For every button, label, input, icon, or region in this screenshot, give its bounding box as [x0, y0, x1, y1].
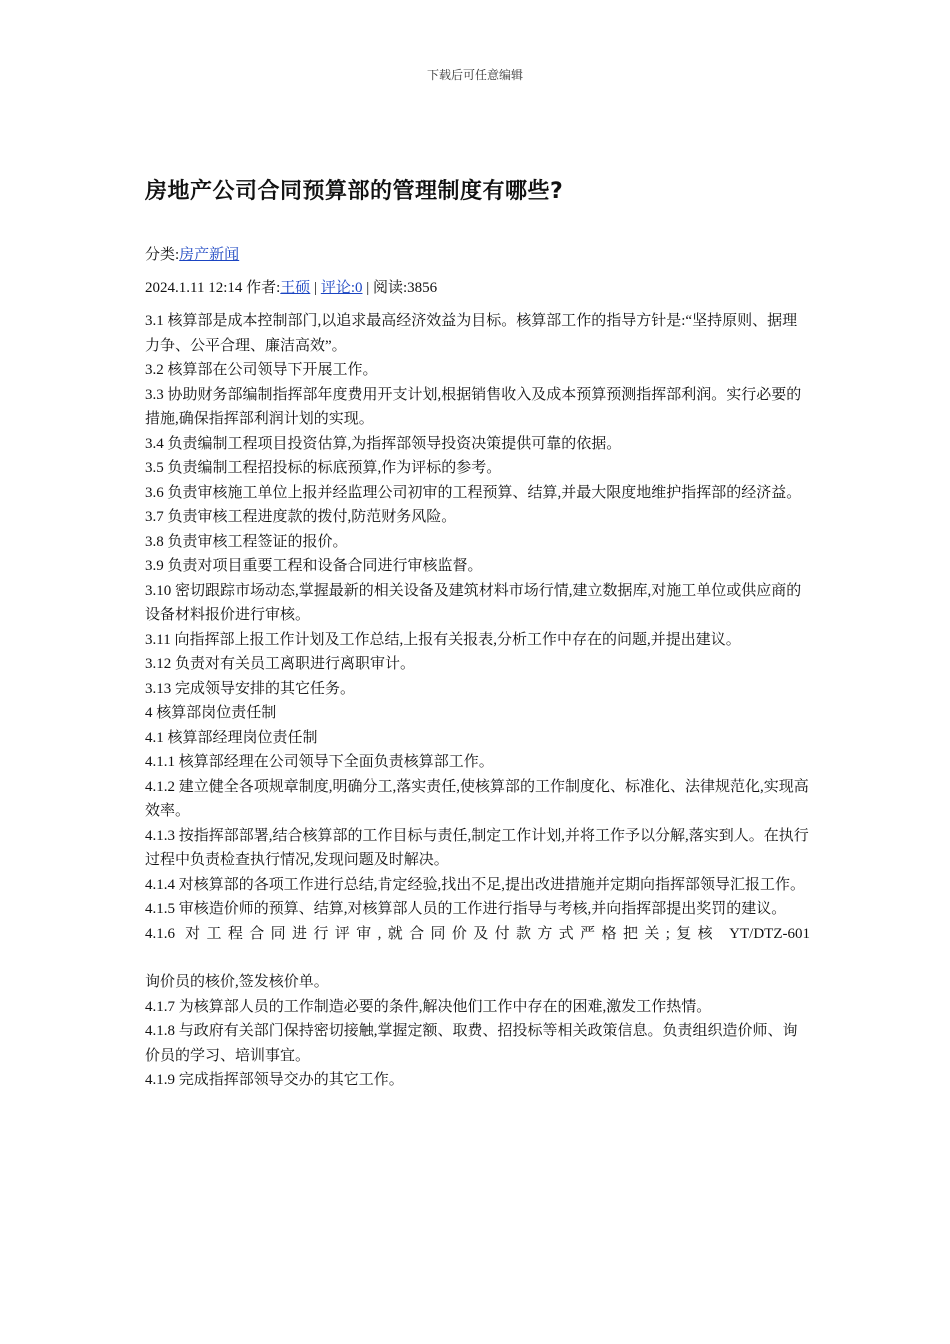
- paragraph: 3.10 密切跟踪市场动态,掌握最新的相关设备及建筑材料市场行情,建立数据库,对施工单位或供应商的设备材料报价进行审核。: [145, 582, 802, 623]
- paragraph: 4.1.4 对核算部的各项工作进行总结,肯定经验,找出不足,提出改进措施并定期向指挥部领导汇报工作。: [145, 876, 806, 893]
- paragraph: 3.8 负责审核工程签证的报价。: [145, 533, 348, 550]
- paragraph: 3.9 负责对项目重要工程和设备合同进行审核监督。: [145, 558, 483, 574]
- justified-paragraph: 4.1.6 对工程合同进行评审,就合同价及付款方式严格把关;复核 YT/DTZ-601: [145, 925, 810, 942]
- publish-datetime: 2024.1.11 12:14: [145, 280, 243, 296]
- subsection-heading: 4.1 核算部经理岗位责任制: [145, 729, 318, 746]
- paragraph: 3.1 核算部是成本控制部门,以追求最高经济效益为目标。核算部工作的指导方针是:“坚持原则、据理力争、公平合理、廉洁高效”。: [145, 313, 798, 354]
- paragraph: 3.6 负责审核施工单位上报并经监理公司初审的工程预算、结算,并最大限度地维护指挥部的经济益。: [145, 484, 802, 501]
- paragraph: 3.7 负责审核工程进度款的拨付,防范财务风险。: [145, 509, 457, 525]
- paragraph: 4.1.8 与政府有关部门保持密切接触,掌握定额、取费、招投标等相关政策信息。负责组织造价师、询价员的学习、培训事宜。: [145, 1023, 798, 1064]
- category-link[interactable]: 房产新闻: [179, 247, 240, 263]
- author-label: 作者:: [246, 280, 281, 296]
- meta-separator: |: [314, 280, 318, 296]
- paragraph: 3.11 向指挥部上报工作计划及工作总结,上报有关报表,分析工作中存在的问题,并提出建议。: [145, 631, 741, 648]
- paragraph: 4.1.1 核算部经理在公司领导下全面负责核算部工作。: [145, 754, 494, 770]
- paragraph: 3.13 完成领导安排的其它任务。: [145, 680, 356, 697]
- paragraph: 4.1.2 建立健全各项规章制度,明确分工,落实责任,使核算部的工作制度化、标准化、法律规范化,实现高效率。: [145, 778, 809, 819]
- meta-separator: |: [366, 280, 370, 296]
- paragraph: 4.1.5 审核造价师的预算、结算,对核算部人员的工作进行指导与考核,并向指挥部提出奖罚的建议。: [145, 901, 787, 917]
- paragraph: 3.3 协助财务部编制指挥部年度费用开支计划,根据销售收入及成本预算预测指挥部利润。实行必要的措施,确保指挥部利润计划的实现。: [145, 386, 802, 427]
- paragraph: 3.5 负责编制工程招投标的标底预算,作为评标的参考。: [145, 460, 502, 476]
- paragraph: 询价员的核价,签发核价单。: [145, 974, 329, 990]
- comments-link[interactable]: 评论:0: [320, 280, 363, 296]
- paragraph: 4.1.7 为核算部人员的工作制造必要的条件,解决他们工作中存在的困难,激发工作热情。: [145, 998, 712, 1015]
- paragraph: 3.2 核算部在公司领导下开展工作。: [145, 362, 378, 378]
- page-title: 房地产公司合同预算部的管理制度有哪些?: [145, 179, 564, 204]
- paragraph: 4.1.3 按指挥部部署,结合核算部的工作目标与责任,制定工作计划,并将工作予以分解,落实到人。在执行过程中负责检查执行情况,发现问题及时解决。: [145, 827, 809, 868]
- paragraph-gap: [145, 946, 810, 970]
- paragraph: 3.4 负责编制工程项目投资估算,为指挥部领导投资决策提供可靠的依据。: [145, 435, 622, 452]
- category-label: 分类:: [145, 247, 180, 263]
- article-meta: [145, 277, 437, 299]
- header-note: 下载后可任意编辑: [426, 68, 523, 82]
- article-body: [145, 309, 810, 1093]
- paragraph: 4.1.9 完成指挥部领导交办的其它工作。: [145, 1072, 404, 1088]
- section-heading: 4 核算部岗位责任制: [145, 705, 277, 721]
- author-link[interactable]: 王硕: [280, 280, 311, 296]
- read-count: 阅读:3856: [373, 280, 438, 296]
- category-line: [145, 244, 239, 266]
- paragraph: 3.12 负责对有关员工离职进行离职审计。: [145, 656, 416, 672]
